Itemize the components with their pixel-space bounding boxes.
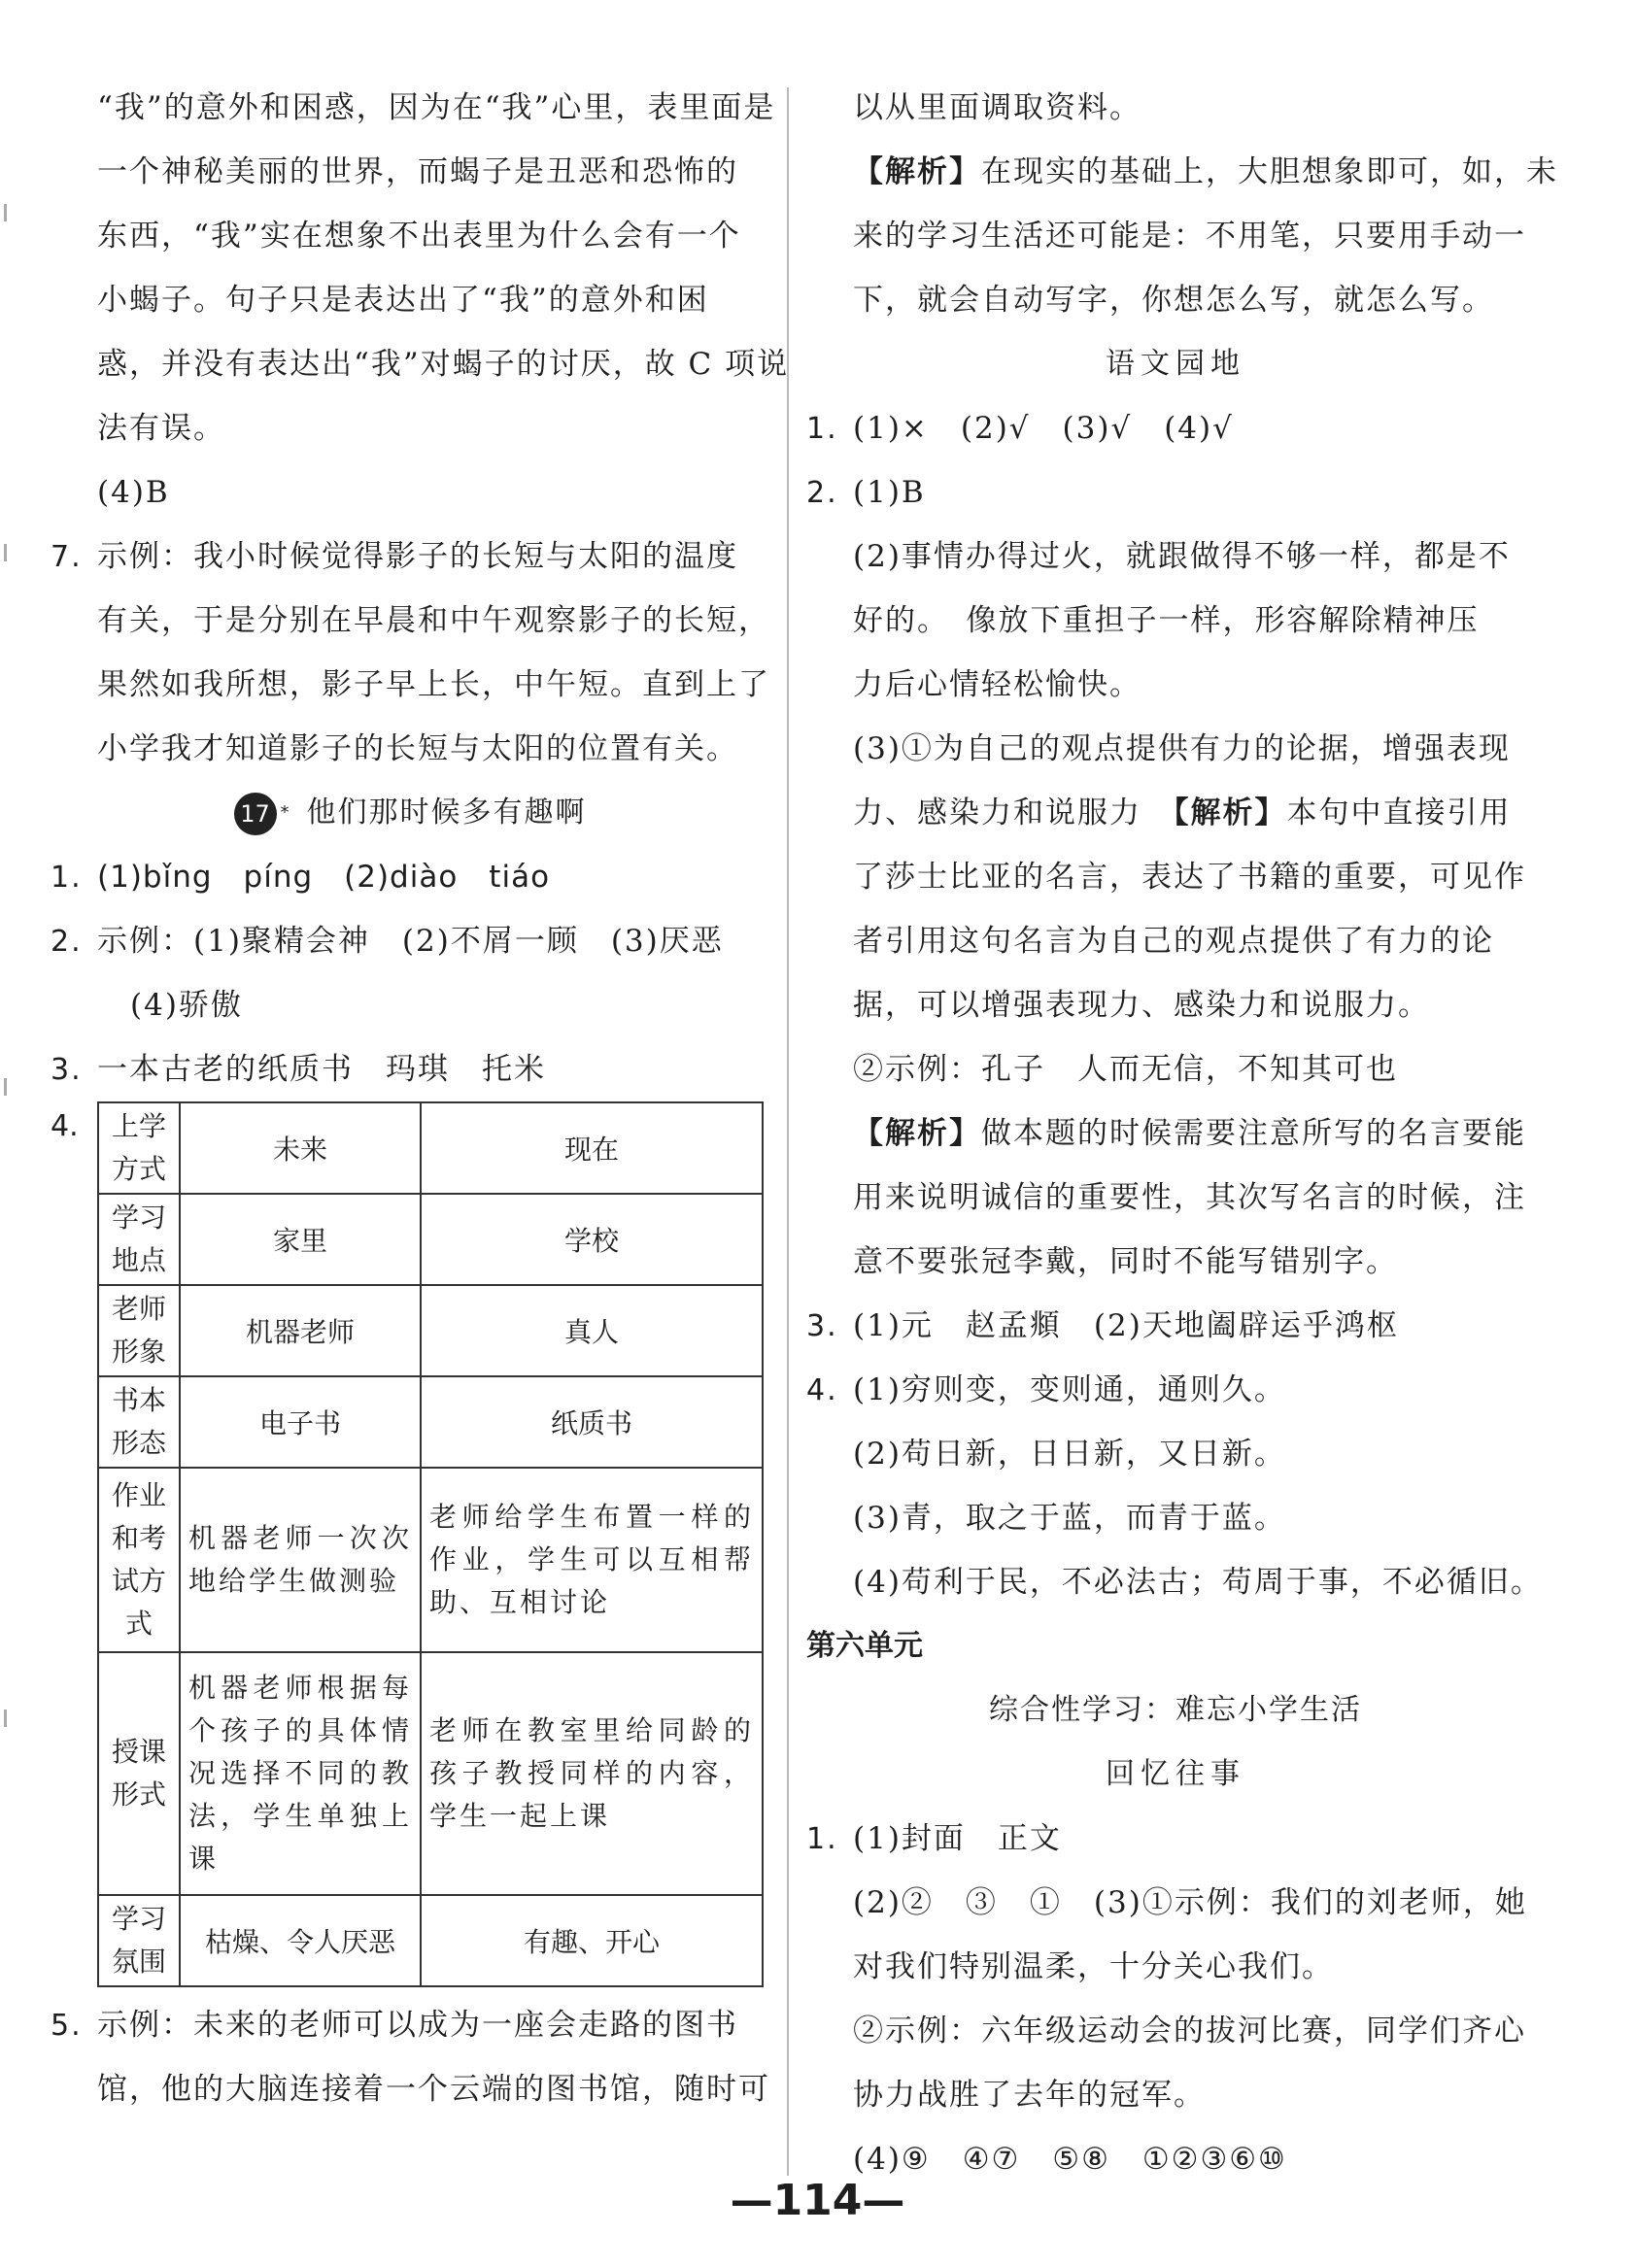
text-line: 惑，并没有表达出“我”对蝎子的讨厌，故 C 项说: [97, 347, 790, 382]
question-number: 1.: [806, 412, 838, 446]
table-cell: 机器老师根据每个孩子的具体情况选择不同的教法，学生单独上课: [180, 1652, 421, 1895]
table-row: [98, 1895, 763, 1986]
text-line: 果然如我所想，影子早上长，中午短。直到上了: [97, 667, 770, 702]
table-header-cell: 上学方式: [98, 1102, 180, 1194]
text-line: 一个神秘美丽的世界，而蝎子是丑恶和恐怖的: [97, 154, 738, 189]
answer-text: 一本古老的纸质书 玛琪 托米: [97, 1052, 546, 1087]
text-line: 意不要张冠李戴，同时不能写错别字。: [853, 1244, 1398, 1279]
answer-text: 示例：我小时候觉得影子的长短与太阳的温度: [97, 539, 738, 574]
text-line: 馆，他的大脑连接着一个云端的图书馆，随时可: [97, 2072, 770, 2107]
text-line: (4)⑨ ④⑦ ⑤⑧ ①②③⑥⑩: [853, 2142, 1287, 2177]
question-number: 2.: [51, 925, 83, 959]
text-line: (2)事情办得过火，就跟做得不够一样，都是不: [853, 539, 1511, 574]
text-line: 据，可以增强表现力、感染力和说服力。: [853, 988, 1430, 1023]
table-cell: 有趣、开心: [421, 1895, 763, 1986]
table-cell: 电子书: [180, 1376, 421, 1468]
column-divider: [787, 87, 789, 2176]
answer-text: 示例：未来的老师可以成为一座会走路的图书: [97, 2008, 738, 2043]
table-cell: 枯燥、令人厌恶: [180, 1895, 421, 1986]
question-1: [51, 845, 769, 909]
text-line: (2)② ③ ① (3)①示例：我们的刘老师，她: [853, 1885, 1527, 1920]
text-line: 对我们特别温柔，十分关心我们。: [853, 1949, 1334, 1984]
comparison-table: [97, 1101, 764, 1987]
text-line: “我”的意外和困惑，因为在“我”心里，表里面是: [97, 90, 776, 125]
question-number: 4.: [806, 1373, 838, 1407]
text-line: 了莎士比亚的名言，表达了书籍的重要，可见作: [853, 860, 1526, 895]
question-number: 3.: [51, 1053, 83, 1087]
analysis-text: 在现实的基础上，大胆想象即可，如，未: [981, 154, 1558, 189]
edge-mark: [4, 1078, 7, 1096]
answer-text: (1)bǐng píng (2)diào tiáo: [97, 860, 551, 895]
analysis-line: [806, 1101, 1545, 1166]
analysis-tag: 【解析】: [1174, 795, 1287, 830]
text-line: ②示例：孔子 人而无信，不知其可也: [853, 1052, 1398, 1087]
table-cell: 授课形式: [98, 1652, 180, 1895]
table-row: [98, 1285, 763, 1376]
answer-line: (4)B: [97, 475, 170, 510]
table-row: [98, 1376, 763, 1468]
text-line: 东西，“我”实在想象不出表里为什么会有一个: [97, 219, 741, 254]
answer-text: 示例：(1)聚精会神 (2)不屑一顾 (3)厌恶: [97, 924, 724, 959]
text-line: ②示例：六年级运动会的拔河比赛，同学们齐心: [853, 2014, 1526, 2048]
table-cell: 机器老师: [180, 1285, 421, 1376]
answer-text: (1)封面 正文: [853, 1821, 1062, 1856]
lesson-title: 他们那时候多有趣啊: [306, 795, 587, 829]
table-cell: 学习地点: [98, 1194, 180, 1285]
table-cell: 老师形象: [98, 1285, 180, 1376]
section-heading: 语文园地: [1106, 347, 1245, 381]
left-column: [51, 76, 790, 2121]
answer-text: (1)B: [853, 475, 926, 510]
text-line: (3)青，取之于蓝，而青于蓝。: [853, 1501, 1286, 1536]
unit-heading: 第六单元: [806, 1629, 923, 1663]
star-mark: *: [280, 802, 291, 823]
text-line: 者引用这句名言为自己的观点提供了有力的论: [853, 924, 1494, 959]
edge-mark: [4, 544, 7, 561]
edge-mark: [4, 204, 7, 221]
text-line: (4)苟利于民，不必法古；苟周于事，不必循旧。: [853, 1565, 1543, 1600]
table-cell: 真人: [421, 1285, 763, 1376]
text-line: 有关，于是分别在早晨和中午观察影子的长短，: [97, 603, 770, 638]
section-heading: 回忆往事: [1106, 1757, 1245, 1791]
text-line: 下，就会自动写字，你想怎么写，就怎么写。: [853, 283, 1494, 318]
question-number: 7.: [51, 540, 83, 574]
text-line: (3)①为自己的观点提供有力的论据，增强表现: [853, 731, 1511, 766]
table-header-cell: 现在: [421, 1102, 763, 1194]
text-line: 来的学习生活还可能是：不用笔，只要用手动一: [853, 219, 1526, 254]
question-4: [51, 1101, 769, 1987]
question-number: 5.: [51, 2009, 83, 2043]
table-header-cell: 未来: [180, 1102, 421, 1194]
question-2: [806, 460, 1545, 525]
question-number: 1.: [51, 861, 83, 895]
table-cell: 纸质书: [421, 1376, 763, 1468]
question-2: [51, 909, 769, 973]
text-line: 用来说明诚信的重要性，其次写名言的时候，注: [853, 1180, 1526, 1215]
text-line: 力后心情轻松愉快。: [853, 667, 1141, 702]
edge-mark: [4, 1709, 7, 1727]
page-number: —114—: [730, 2176, 905, 2225]
answer-text: (1)× (2)√ (3)√ (4)√: [853, 411, 1234, 446]
text-line: 协力战胜了去年的冠军。: [853, 2078, 1206, 2113]
analysis-line: [806, 781, 1545, 845]
text-line: (4)骄傲: [130, 988, 243, 1023]
question-1: [806, 1807, 1545, 1871]
table-cell: 学校: [421, 1194, 763, 1285]
analysis-text: 做本题的时候需要注意所写的名言要能: [981, 1116, 1526, 1151]
text-line: 法有误。: [97, 411, 225, 446]
right-column: [806, 76, 1558, 2191]
table-row: [98, 1102, 763, 1194]
text-line: 小学我才知道影子的长短与太阳的位置有关。: [97, 731, 738, 766]
table-cell: 学习氛围: [98, 1895, 180, 1986]
table-cell: 老师给学生布置一样的作业，学生可以互相帮助、互相讨论: [421, 1468, 763, 1652]
analysis-line: [806, 140, 1558, 204]
analysis-text: 本句中直接引用: [1286, 795, 1512, 830]
table-cell: 书本形态: [98, 1376, 180, 1468]
answer-text: (1)穷则变，变则通，通则久。: [853, 1372, 1286, 1407]
question-3: [51, 1037, 769, 1101]
question-4: [806, 1358, 1545, 1422]
analysis-tag: 【解析】: [853, 1116, 981, 1151]
question-5: [51, 1993, 769, 2057]
answer-text: 力、感染力和说服力: [853, 795, 1174, 830]
table-cell: 作业和考试方式: [98, 1468, 180, 1652]
question-number: 4.: [51, 1109, 79, 1143]
text-line: 小蝎子。句子只是表达出了“我”的意外和困: [97, 283, 709, 318]
question-number: 3.: [806, 1309, 838, 1343]
table-row: [98, 1652, 763, 1895]
lesson-heading: [51, 781, 769, 845]
table-cell: 老师在教室里给同龄的孩子教授同样的内容，学生一起上课: [421, 1652, 763, 1895]
table-row: [98, 1194, 763, 1285]
table-cell: 家里: [180, 1194, 421, 1285]
table-row: [98, 1468, 763, 1652]
analysis-tag: 【解析】: [853, 154, 981, 189]
answer-text: (1)元 赵孟頫 (2)天地阖辟运乎鸿枢: [853, 1308, 1399, 1343]
text-line: (2)苟日新，日日新，又日新。: [853, 1437, 1286, 1472]
question-number: 2.: [806, 476, 838, 510]
question-number: 1.: [806, 1822, 838, 1856]
lesson-number-badge: 17: [234, 793, 277, 835]
question-3: [806, 1294, 1545, 1358]
question-7: [51, 525, 769, 589]
table-cell: 机器老师一次次地给学生做测验: [180, 1468, 421, 1652]
text-line: 以从里面调取资料。: [853, 90, 1141, 125]
text-line: 好的。 像放下重担子一样，形容解除精神压: [853, 603, 1480, 638]
question-1: [806, 396, 1545, 460]
activity-heading: 综合性学习：难忘小学生活: [989, 1693, 1362, 1727]
